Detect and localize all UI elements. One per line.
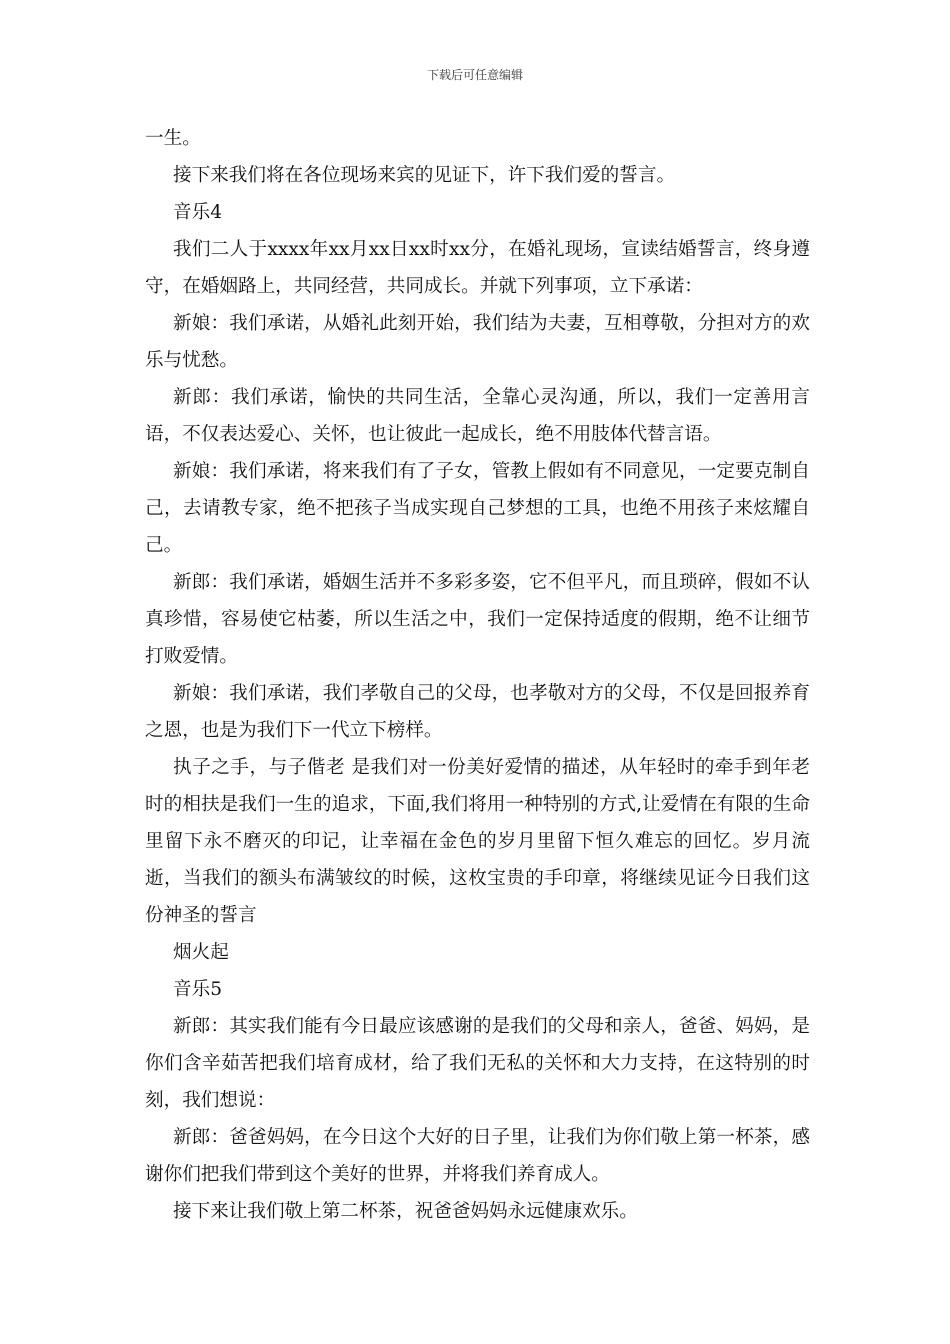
paragraph-12: 音乐5 [173, 979, 223, 1000]
page-header: 下载后可任意编辑 [426, 68, 523, 82]
paragraph-7: 新娘：我们承诺，将来我们有了子女，管教上假如有不同意见，一定要克制自己，去请教专家，绝不把孩子当成实现自己梦想的工具，也绝不用孩子来炫耀自己。 [145, 461, 810, 556]
paragraph-3: 音乐4 [173, 202, 223, 223]
paragraph-14: 新郎：爸爸妈妈，在今日这个大好的日子里，让我们为你们敬上第一杯茶，感谢你们把我们带到这个美好的世界，并将我们养育成人。 [145, 1127, 810, 1185]
paragraph-13: 新郎：其实我们能有今日最应该感谢的是我们的父母和亲人，爸爸、妈妈，是你们含辛茹苦把我们培育成材，给了我们无私的关怀和大力支持，在这特别的时刻，我们想说： [145, 1016, 810, 1111]
paragraph-2: 接下来我们将在各位现场来宾的见证下，许下我们爱的誓言。 [173, 165, 676, 186]
paragraph-8: 新郎：我们承诺，婚姻生活并不多彩多姿，它不但平凡，而且琐碎，假如不认真珍惜，容易使它枯萎，所以生活之中，我们一定保持适度的假期，绝不让细节打败爱情。 [145, 572, 810, 667]
paragraph-11: 烟火起 [173, 942, 229, 963]
paragraph-5: 新娘：我们承诺，从婚礼此刻开始，我们结为夫妻，互相尊敬，分担对方的欢乐与忧愁。 [145, 313, 810, 371]
paragraph-10: 执子之手，与子偕老 是我们对一份美好爱情的描述，从年轻时的牵手到年老时的相扶是我们一生的追求，下面,我们将用一种特别的方式,让爱情在有限的生命里留下永不磨灭的印记，让幸福在金色的岁月里留下恒久难忘的回忆。岁月流逝，当我们的额头布满皱纹的时候，这枚宝贵的手印章，将继续见证今日我们这份神圣的誓言 [145, 757, 810, 926]
document-body [145, 120, 810, 1230]
paragraph-15: 接下来让我们敬上第二杯茶，祝爸爸妈妈永远健康欢乐。 [173, 1201, 638, 1222]
paragraph-4: 我们二人于xxxx年xx月xx日xx时xx分，在婚礼现场，宣读结婚誓言，终身遵守，在婚姻路上，共同经营，共同成长。并就下列事项，立下承诺： [145, 239, 810, 297]
paragraph-6: 新郎：我们承诺，愉快的共同生活，全靠心灵沟通，所以，我们一定善用言语，不仅表达爱心、关怀，也让彼此一起成长，绝不用肢体代替言语。 [145, 387, 810, 445]
paragraph-9: 新娘：我们承诺，我们孝敬自己的父母，也孝敬对方的父母，不仅是回报养育之恩，也是为我们下一代立下榜样。 [145, 683, 810, 741]
paragraph-1: 一生。 [145, 128, 201, 149]
